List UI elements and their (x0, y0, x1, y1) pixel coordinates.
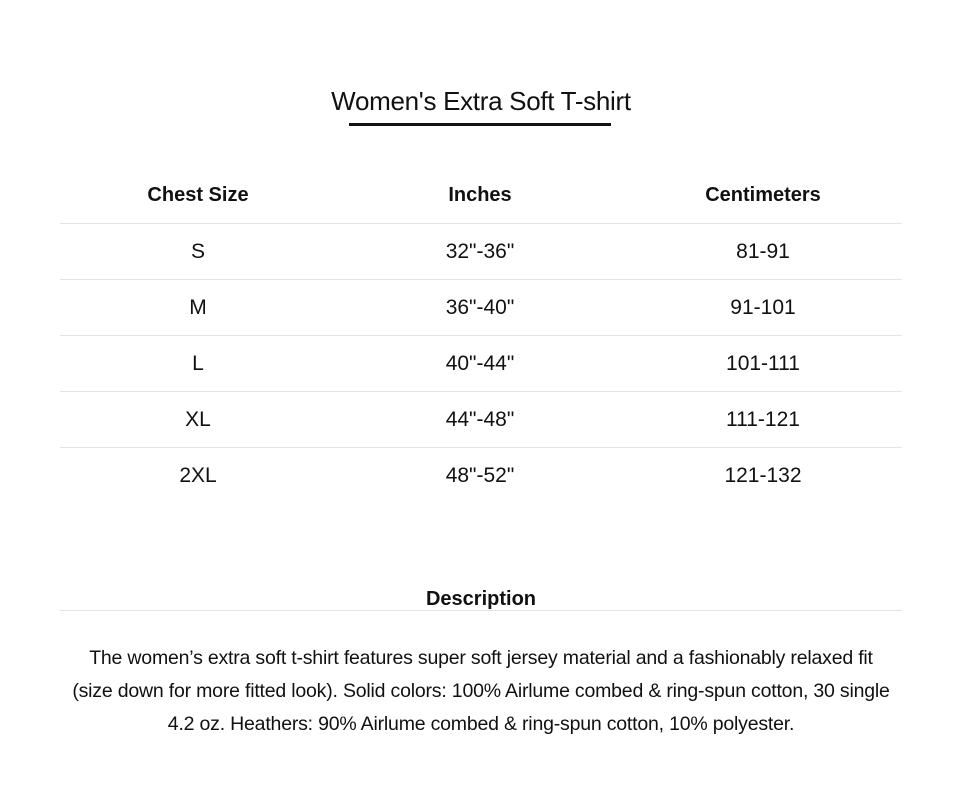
cell-inches: 48"-52" (445, 463, 515, 487)
table-row (60, 392, 902, 448)
table-header-row (60, 168, 902, 224)
table-row (60, 280, 902, 336)
header-chest-size: Chest Size (147, 184, 249, 206)
cell-centimeters: 91-101 (730, 295, 796, 319)
cell-inches: 44"-48" (445, 407, 515, 431)
table-row (60, 448, 902, 504)
cell-inches: 40"-44" (445, 351, 515, 375)
table-row (60, 336, 902, 392)
description-text: The women’s extra soft t-shirt features super soft jersey material and a fashionably relaxed fit (size down for more fitted look). Solid colors: 100% Airlume combed & ring-spun cotton, 30 single 4.2 oz. Heathers: 90% Airlume combed & ring-spun cotton, 10% polyester. (72, 646, 890, 735)
description-heading: Description (425, 587, 537, 610)
cell-inches: 36"-40" (445, 295, 515, 319)
cell-centimeters: 121-132 (724, 463, 802, 487)
table-row (60, 224, 902, 280)
header-inches: Inches (448, 184, 512, 206)
cell-centimeters: 101-111 (726, 351, 800, 375)
cell-size: L (192, 351, 204, 375)
page-title: Women's Extra Soft T-shirt (331, 86, 631, 117)
title-underline (349, 123, 611, 126)
description-divider (60, 610, 902, 611)
cell-centimeters: 111-121 (726, 407, 800, 431)
header-centimeters: Centimeters (705, 184, 821, 206)
cell-size: 2XL (179, 463, 217, 487)
cell-size: XL (185, 407, 211, 431)
cell-inches: 32"-36" (445, 239, 515, 263)
cell-size: S (190, 239, 205, 263)
cell-centimeters: 81-91 (736, 239, 790, 263)
size-chart-table (60, 168, 902, 503)
cell-size: M (189, 295, 207, 319)
